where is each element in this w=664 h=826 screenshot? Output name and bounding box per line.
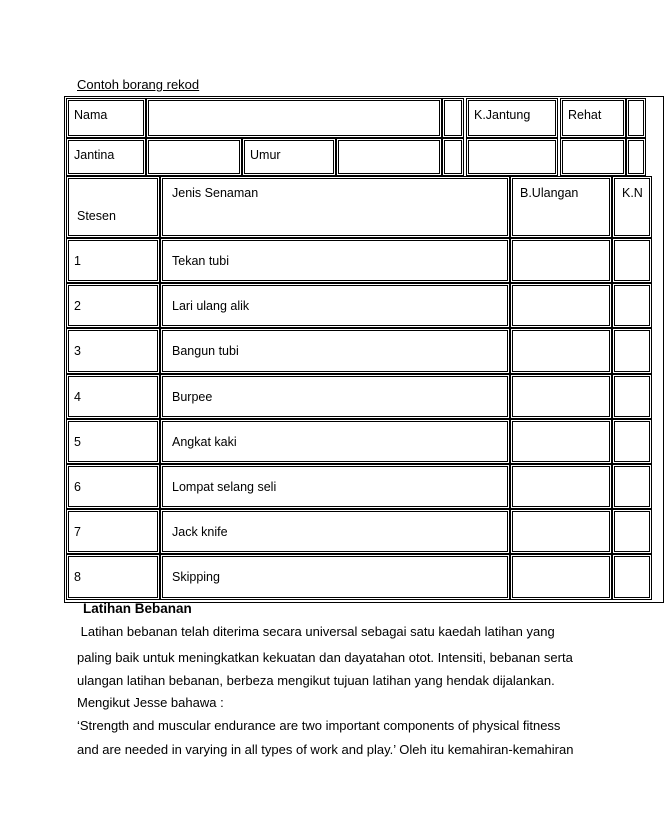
station-number: 7 bbox=[66, 509, 160, 554]
station-number: 4 bbox=[66, 374, 160, 419]
k-field[interactable] bbox=[612, 509, 652, 554]
paragraph-line: Mengikut Jesse bahawa : bbox=[77, 695, 224, 710]
k-field[interactable] bbox=[612, 374, 652, 419]
exercise-name: Lari ulang alik bbox=[160, 283, 510, 328]
b-ulangan-field[interactable] bbox=[510, 283, 612, 328]
exercise-name: Bangun tubi bbox=[160, 328, 510, 374]
station-number: 8 bbox=[66, 554, 160, 600]
header-extra-cell bbox=[626, 98, 646, 138]
station-number: 3 bbox=[66, 328, 160, 374]
exercise-name: Jack knife bbox=[160, 509, 510, 554]
column-header-k: K.N bbox=[612, 176, 652, 238]
paragraph-line: ‘Strength and muscular endurance are two important components of physical fitness bbox=[77, 718, 561, 733]
kjantung-label: K.Jantung bbox=[466, 98, 558, 138]
k-field[interactable] bbox=[612, 554, 652, 600]
spacer-cell bbox=[442, 138, 464, 176]
k-field[interactable] bbox=[612, 283, 652, 328]
b-ulangan-field[interactable] bbox=[510, 328, 612, 374]
nama-label: Nama bbox=[66, 98, 146, 138]
exercise-name: Lompat selang seli bbox=[160, 464, 510, 509]
exercise-name: Burpee bbox=[160, 374, 510, 419]
rehat-label: Rehat bbox=[560, 98, 626, 138]
b-ulangan-field[interactable] bbox=[510, 238, 612, 283]
station-number: 1 bbox=[66, 238, 160, 283]
exercise-name: Skipping bbox=[160, 554, 510, 600]
jantina-label: Jantina bbox=[66, 138, 146, 176]
umur-field[interactable] bbox=[336, 138, 442, 176]
station-number: 5 bbox=[66, 419, 160, 464]
exercise-name: Angkat kaki bbox=[160, 419, 510, 464]
spacer-cell bbox=[442, 98, 464, 138]
column-header-jenis-senaman: Jenis Senaman bbox=[160, 176, 510, 238]
k-field[interactable] bbox=[612, 238, 652, 283]
b-ulangan-field[interactable] bbox=[510, 419, 612, 464]
form-caption: Contoh borang rekod bbox=[77, 77, 200, 92]
section-heading: Latihan Bebanan bbox=[83, 601, 192, 616]
paragraph-line: Latihan bebanan telah diterima secara universal sebagai satu kaedah latihan yang bbox=[77, 624, 555, 639]
b-ulangan-field[interactable] bbox=[510, 509, 612, 554]
paragraph-line: ulangan latihan bebanan, berbeza mengikut tujuan latihan yang hendak dijalankan. bbox=[77, 673, 555, 688]
station-number: 6 bbox=[66, 464, 160, 509]
exercise-name: Tekan tubi bbox=[160, 238, 510, 283]
nama-field[interactable] bbox=[146, 98, 442, 138]
umur-label: Umur bbox=[242, 138, 336, 176]
b-ulangan-field[interactable] bbox=[510, 554, 612, 600]
k-field[interactable] bbox=[612, 464, 652, 509]
column-header-b-ulangan: B.Ulangan bbox=[510, 176, 612, 238]
paragraph-line: and are needed in varying in all types of work and play.’ Oleh itu kemahiran-kemahiran bbox=[77, 742, 574, 757]
column-header-stesen: Stesen bbox=[66, 176, 160, 238]
rehat-field[interactable] bbox=[560, 138, 626, 176]
kjantung-field[interactable] bbox=[466, 138, 558, 176]
k-field[interactable] bbox=[612, 419, 652, 464]
jantina-field[interactable] bbox=[146, 138, 242, 176]
k-field[interactable] bbox=[612, 328, 652, 374]
paragraph-line: paling baik untuk meningkatkan kekuatan dan dayatahan otot. Intensiti, bebanan serta bbox=[77, 650, 573, 665]
b-ulangan-field[interactable] bbox=[510, 374, 612, 419]
header-extra-cell bbox=[626, 138, 646, 176]
station-number: 2 bbox=[66, 283, 160, 328]
b-ulangan-field[interactable] bbox=[510, 464, 612, 509]
